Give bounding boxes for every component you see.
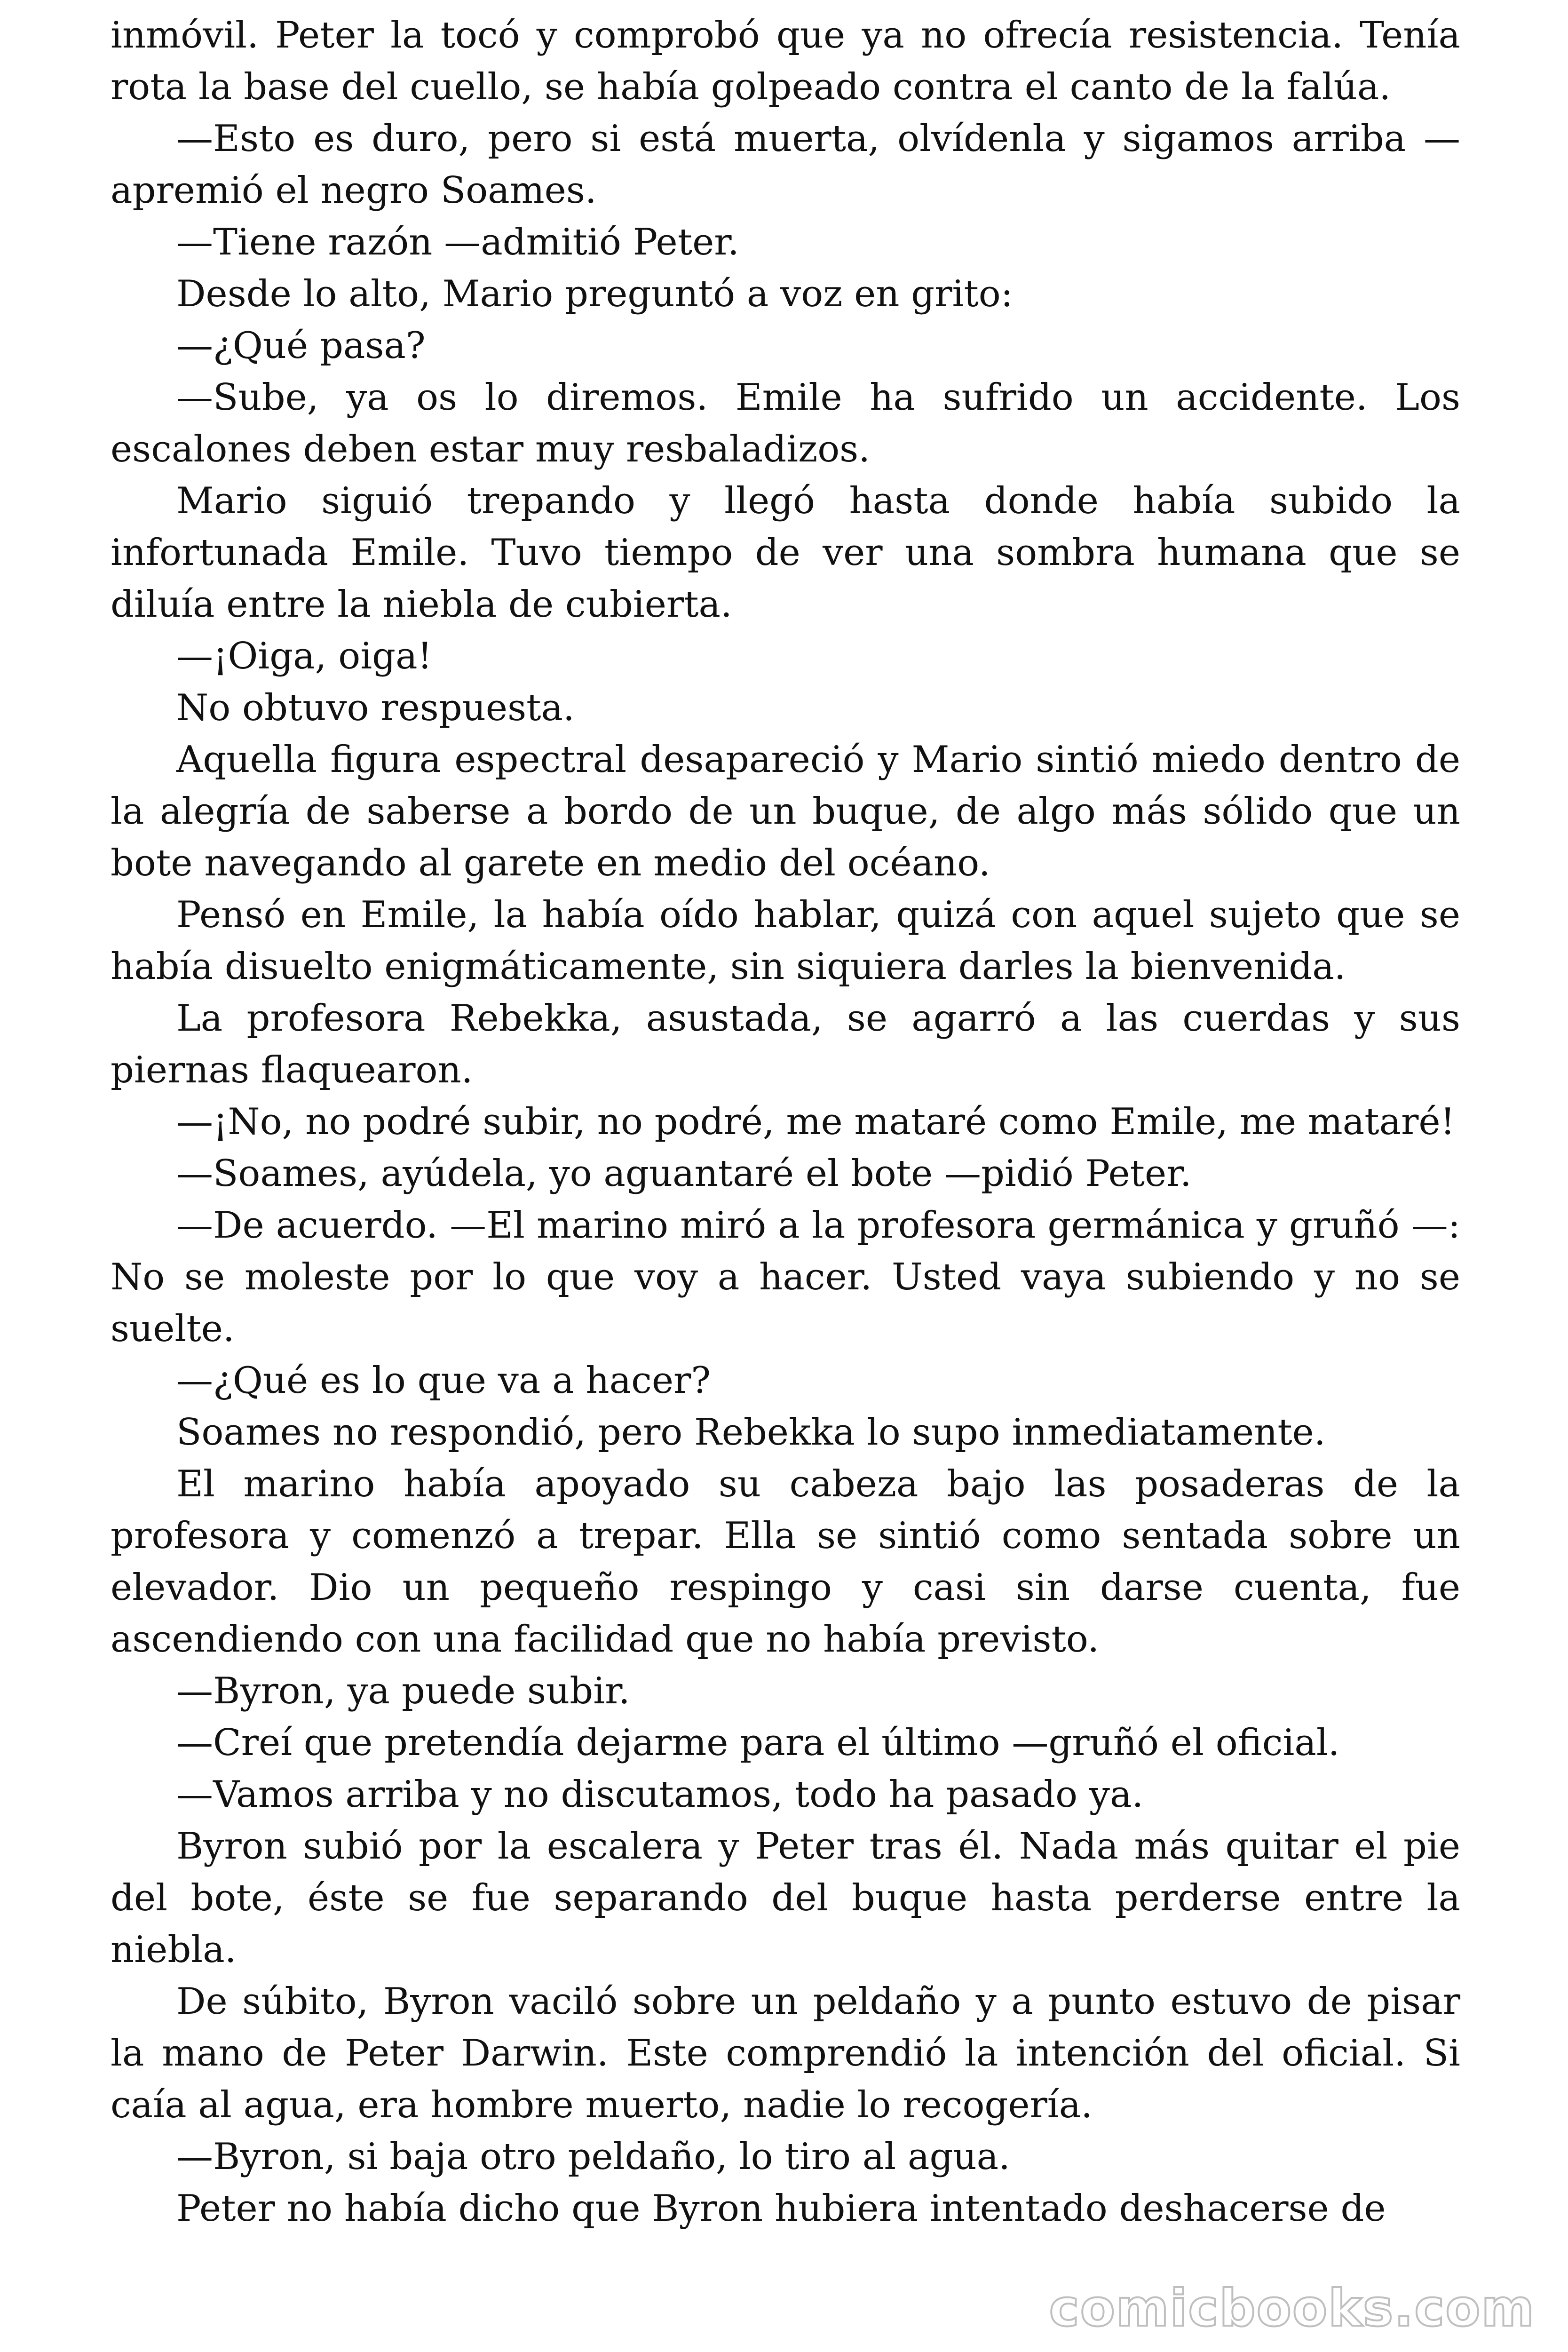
body-text <box>111 9 1460 2234</box>
paragraph: —Tiene razón —admitió Peter. <box>176 221 739 263</box>
paragraph: —Creí que pretendía dejarme para el último —gruñó el oficial. <box>176 1722 1340 1764</box>
paragraph: —¡Oiga, oiga! <box>176 635 432 677</box>
paragraph: Desde lo alto, Mario preguntó a voz en grito: <box>176 273 1014 315</box>
paragraph: La profesora Rebekka, asustada, se agarró a las cuerdas y sus piernas flaquearon. <box>111 997 1460 1091</box>
paragraph: —Sube, ya os lo diremos. Emile ha sufrido un accidente. Los escalones deben estar muy resbaladizos. <box>111 376 1460 470</box>
paragraph: —Soames, ayúdela, yo aguantaré el bote —pidió Peter. <box>176 1152 1192 1195</box>
paragraph: Pensó en Emile, la había oído hablar, quizá con aquel sujeto que se había disuelto enigmáticamente, sin siquiera darles la bienvenida. <box>111 894 1460 988</box>
paragraph: No obtuvo respuesta. <box>176 687 575 729</box>
paragraph: Soames no respondió, pero Rebekka lo supo inmediatamente. <box>176 1411 1326 1454</box>
paragraph: Mario siguió trepando y llegó hasta donde había subido la infortunada Emile. Tuvo tiempo de ver una sombra humana que se diluía entre la niebla de cubierta. <box>111 480 1460 626</box>
paragraph: —¡No, no podré subir, no podré, me mataré como Emile, me mataré! <box>176 1101 1455 1143</box>
paragraph: —Byron, si baja otro peldaño, lo tiro al agua. <box>176 2136 1010 2178</box>
paragraph: Byron subió por la escalera y Peter tras él. Nada más quitar el pie del bote, éste se fue separando del buque hasta perderse entre la niebla. <box>111 1825 1460 1971</box>
paragraph: —¿Qué es lo que va a hacer? <box>176 1359 711 1402</box>
paragraph: Aquella figura espectral desapareció y Mario sintió miedo dentro de la alegría de saberse a bordo de un buque, de algo más sólido que un bote navegando al garete en medio del océano. <box>111 739 1460 884</box>
paragraph: El marino había apoyado su cabeza bajo las posaderas de la profesora y comenzó a trepar. Ella se sintió como sentada sobre un elevador. Dio un pequeño respingo y casi sin darse cuenta, fue ascendiendo con una facilidad que no había previsto. <box>111 1463 1460 1661</box>
paragraph: Peter no había dicho que Byron hubiera intentado deshacerse de <box>176 2187 1386 2230</box>
paragraph: —¿Qué pasa? <box>176 325 426 367</box>
paragraph: inmóvil. Peter la tocó y comprobó que ya no ofrecía resistencia. Tenía rota la base del cuello, se había golpeado contra el canto de la falúa. <box>111 14 1460 108</box>
paragraph: De súbito, Byron vaciló sobre un peldaño y a punto estuvo de pisar la mano de Peter Darwin. Este comprendió la intención del oficial. Si caía al agua, era hombre muerto, nadie lo recogería. <box>111 1980 1460 2126</box>
paragraph: —Vamos arriba y no discutamos, todo ha pasado ya. <box>176 1773 1144 1816</box>
paragraph: —De acuerdo. —El marino miró a la profesora germánica y gruñó —: No se moleste por lo que voy a hacer. Usted vaya subiendo y no se suelte. <box>111 1204 1460 1350</box>
watermark: comicbooks.com <box>1049 2279 1535 2338</box>
paragraph: —Esto es duro, pero si está muerta, olvídenla y sigamos arriba —apremió el negro Soames. <box>111 118 1460 212</box>
paragraph: —Byron, ya puede subir. <box>176 1670 630 1712</box>
